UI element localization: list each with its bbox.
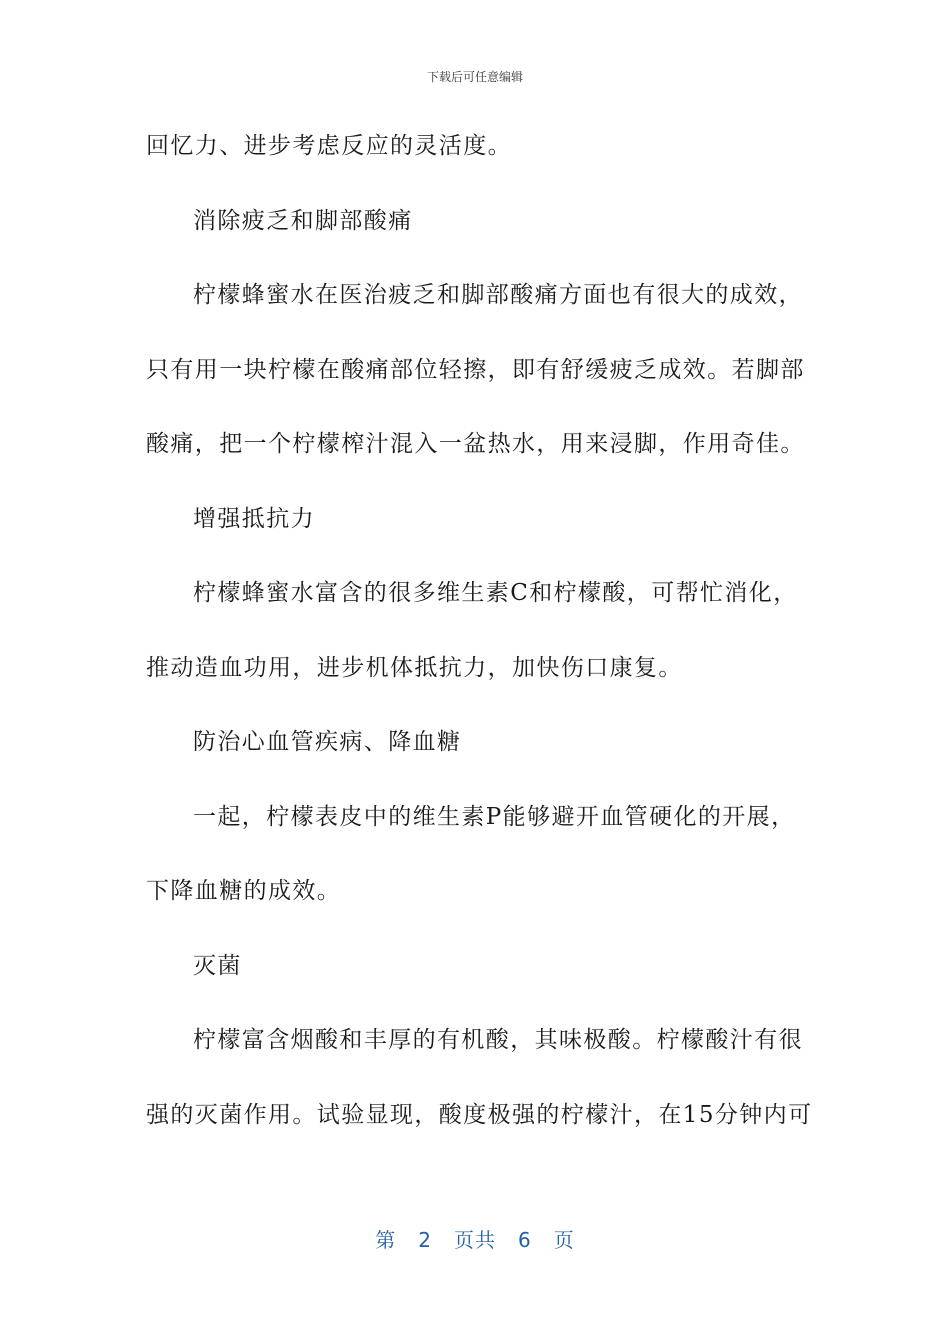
paragraph-line: 下降血糖的成效。 — [146, 878, 342, 904]
footer-middle: 页共 — [454, 1228, 496, 1252]
section-heading: 防治心血管疾病、降血糖 — [193, 729, 462, 755]
section-heading: 灭菌 — [193, 952, 242, 979]
paragraph-line: 推动造血功用，进步机体抵抗力，加快伤口康复。 — [146, 654, 683, 681]
footer-total-pages: 6 — [518, 1228, 532, 1252]
paragraph-line: 强的灭菌作用。试验显现，酸度极强的柠檬汁，在15分钟内可 — [146, 1101, 813, 1128]
paragraph-line: 柠檬蜂蜜水在医治疲乏和脚部酸痛方面也有很大的成效， — [193, 282, 803, 308]
header-note: 下载后可任意编辑 — [426, 70, 523, 84]
page-number-footer — [0, 1224, 950, 1253]
paragraph-line: 回忆力、进步考虑反应的灵活度。 — [146, 133, 512, 159]
paragraph-line: 柠檬富含烟酸和丰厚的有机酸，其味极酸。柠檬酸汁有很 — [193, 1027, 803, 1053]
paragraph-line: 酸痛，把一个柠檬榨汁混入一盆热水，用来浸脚，作用奇佳。 — [146, 431, 805, 457]
footer-current-page: 2 — [418, 1228, 432, 1252]
paragraph-line: 柠檬蜂蜜水富含的很多维生素C和柠檬酸，可帮忙消化， — [193, 580, 798, 606]
paragraph-line: 一起，柠檬表皮中的维生素P能够避开血管硬化的开展， — [193, 803, 796, 830]
section-heading: 消除疲乏和脚部酸痛 — [193, 207, 413, 234]
footer-suffix: 页 — [553, 1228, 575, 1252]
paragraph-line: 只有用一块柠檬在酸痛部位轻擦，即有舒缓疲乏成效。若脚部 — [146, 356, 805, 383]
section-heading: 增强抵抗力 — [193, 505, 315, 532]
document-body — [146, 126, 813, 1169]
footer-prefix: 第 — [375, 1228, 397, 1252]
